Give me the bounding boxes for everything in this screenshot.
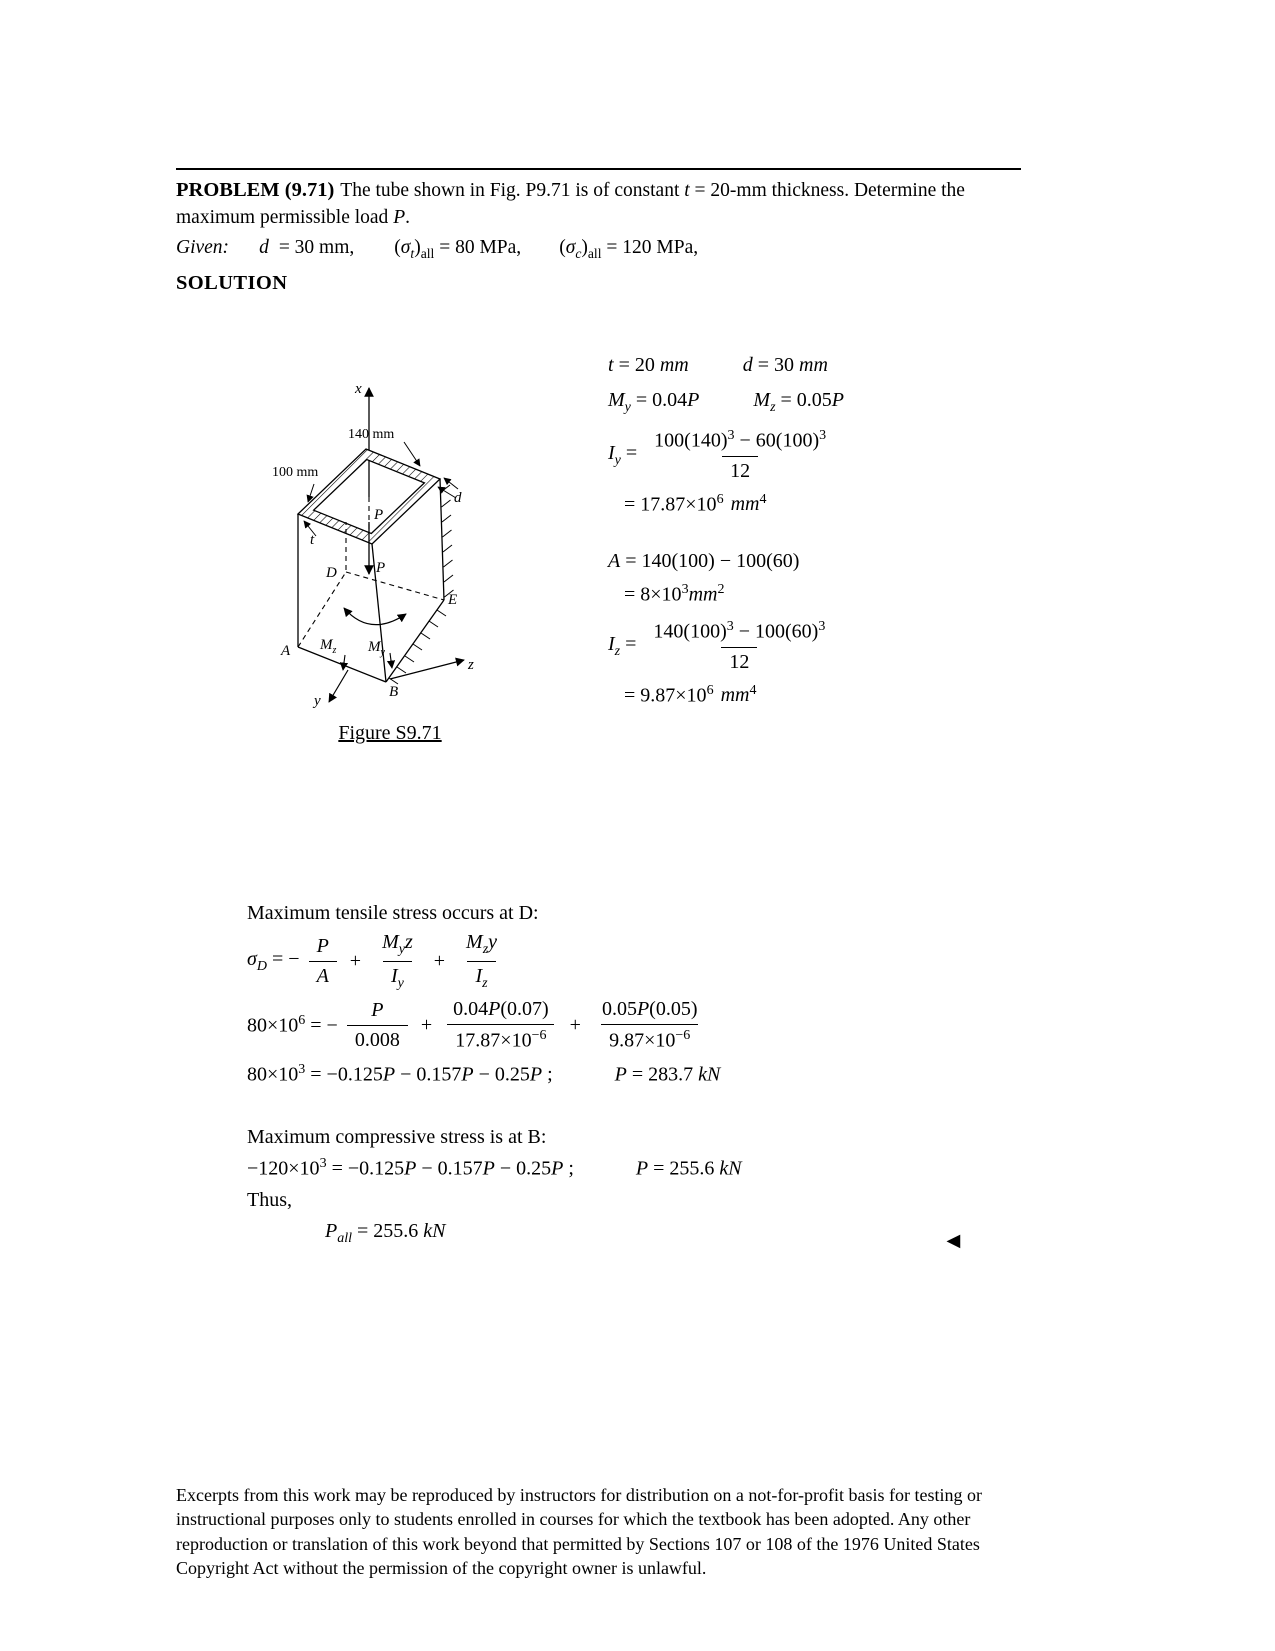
eq-tensile-solved: $80\times 10^3 = -0.125P - 0.157P - 0.25P$ ; P = 283.7 kN bbox=[247, 1061, 721, 1086]
x-axis-label: x bbox=[355, 381, 362, 397]
point-d-label: D bbox=[326, 565, 337, 581]
copyright-notice bbox=[176, 1483, 1021, 1580]
copyright-line: Excerpts from this work may be reproduced by instructors for distribution on a not-for-profit basis for testing or bbox=[176, 1485, 982, 1505]
given-line: Given: d = 30 mm, $(\sigma_t)_{all} = 80$ MPa, $(\sigma_c)_{all} = 120$ MPa, bbox=[176, 236, 699, 261]
svg-text:100 mm: 100 mm bbox=[272, 465, 319, 480]
eq-tensile-numeric: $80\times 10^6$ = − $\frac{P}{0.008}$ + $\frac{0.04P(0.07)}{17.87\times 10^{-6}}$ + $\frac{0.05P(0.05)}{9.87\times 10^{-6}}$ bbox=[247, 998, 698, 1052]
svg-text:140 mm: 140 mm bbox=[348, 427, 395, 442]
point-e-label: E bbox=[448, 592, 458, 608]
tensile-title: Maximum tensile stress occurs at D: bbox=[247, 902, 539, 924]
svg-text:t: t bbox=[310, 532, 315, 548]
eq-iy: $I_y$ = $\frac{100(140)^3 - 60(100)^3}{12}$ bbox=[608, 427, 827, 482]
p-label-top: P bbox=[374, 507, 384, 523]
point-b-label: B bbox=[389, 684, 399, 700]
my-label: $M_y$ bbox=[368, 639, 385, 658]
svg-text:d: d bbox=[454, 490, 462, 506]
sigma-c-allowable: $(\sigma_c)_{all} = 120$ MPa, bbox=[559, 236, 699, 261]
eq-iy-result: = $17.87\times 10^6$ $mm^4$ bbox=[624, 491, 767, 516]
eq-moments: $M_y = 0.04P$ $M_z = 0.05P$ bbox=[608, 389, 845, 415]
problem-statement bbox=[176, 168, 1021, 263]
figure-caption: Figure S9.71 bbox=[338, 722, 442, 744]
section-properties bbox=[608, 352, 844, 709]
copyright-line: Copyright Act without the permission of the copyright owner is unlawful. bbox=[176, 1557, 707, 1578]
stress-analysis bbox=[247, 902, 742, 1249]
compressive-title: Maximum compressive stress is at B: bbox=[247, 1126, 547, 1149]
eq-p-allowable: $P_{all} = 255.6$ kN bbox=[325, 1219, 446, 1246]
problem-line-1: PROBLEM (9.71) The tube shown in Fig. P9.71 is of constant t = 20-mm thickness. Determine the bbox=[176, 179, 965, 201]
problem-line-2: maximum permissible load P. bbox=[176, 206, 410, 228]
thus-label: Thus, bbox=[247, 1188, 292, 1211]
problem-heading: PROBLEM (9.71) bbox=[176, 179, 335, 201]
eq-area: A = 140(100) − 100(60) bbox=[608, 550, 800, 573]
z-axis bbox=[390, 657, 474, 679]
figure-s9-71 bbox=[258, 372, 522, 745]
mz-label: $M_z$ bbox=[320, 637, 337, 656]
p-label-mid: P bbox=[376, 560, 386, 576]
z-axis-label: z bbox=[468, 657, 474, 673]
solution-heading: SOLUTION bbox=[176, 272, 288, 294]
dimension-100 bbox=[272, 465, 318, 502]
y-axis-label: y bbox=[314, 693, 321, 709]
eq-t-d: t = 20 mm d = 30 mm bbox=[608, 354, 828, 376]
copyright-line: instructional purposes only to students enrolled in courses for which the textbook has been adopted. Any other bbox=[176, 1509, 971, 1530]
eq-compressive-solved: $-120\times 10^3 = -0.125P - 0.157P - 0.25P$ ; P = 255.6 kN bbox=[247, 1156, 742, 1180]
dimension-t bbox=[304, 521, 316, 548]
point-labels bbox=[280, 565, 457, 700]
tube-drawing bbox=[258, 372, 522, 720]
eq-iz: $I_z$ = $\frac{140(100)^3 - 100(60)^3}{12}$ bbox=[608, 618, 826, 673]
answer-marker-icon: ◄ bbox=[942, 1228, 965, 1253]
eq-sigma-d: $\sigma_D$ = − $\frac{P}{A}$ + $\frac{M_yz}{I_y}$ + $\frac{M_zy}{I_z}$ bbox=[247, 931, 498, 991]
eq-iz-result: = $9.87\times 10^6$ $mm^4$ bbox=[624, 682, 757, 707]
y-axis bbox=[312, 670, 348, 709]
eq-area-result: = $8\times 10^3mm^2$ bbox=[624, 582, 725, 606]
copyright-line: reproduction or translation of this work beyond that permitted by Sections 107 or 108 of the 1976 United States bbox=[176, 1533, 980, 1554]
point-a-label: A bbox=[281, 643, 291, 659]
sigma-t-allowable: $(\sigma_t)_{all} = 80$ MPa, bbox=[394, 236, 522, 261]
